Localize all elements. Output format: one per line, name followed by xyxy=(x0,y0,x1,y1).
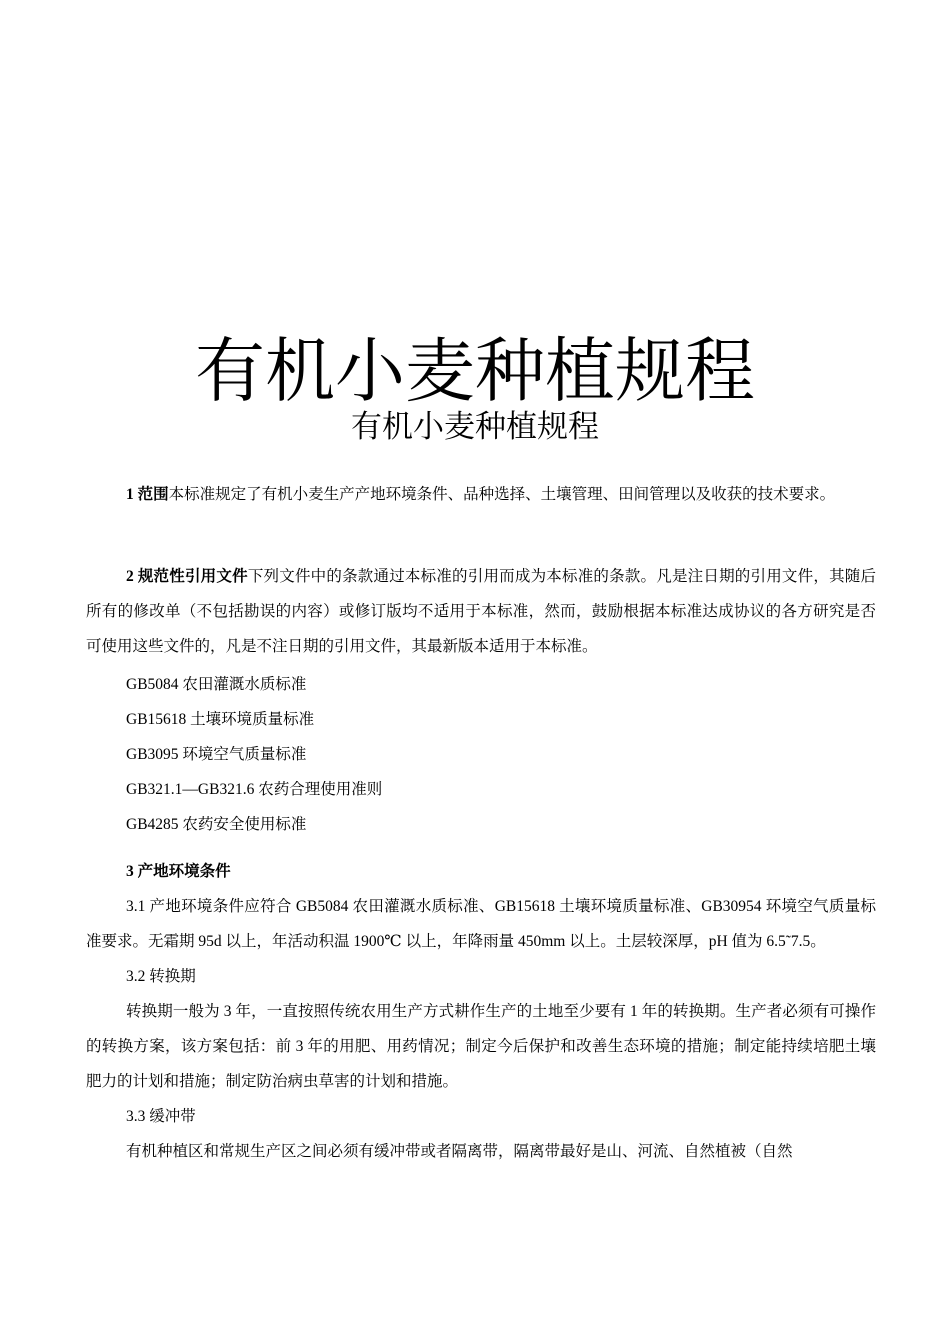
section-3-heading: 3 产地环境条件 xyxy=(126,863,231,880)
reference-item: GB4285 农药安全使用标准 xyxy=(126,816,307,833)
section-1-paragraph xyxy=(86,477,876,512)
section-2 xyxy=(86,559,876,664)
section-2-text: 下列文件中的条款通过本标准的引用而成为本标准的条款。凡是注日期的引用文件，其随后所有的修改单（不包括勘误的内容）或修订版均不适用于本标准，然而，鼓励根据本标准达成协议的各方研究是否可使用这些文件的，凡是不注日期的引用文件，其最新版本适用于本标准。 xyxy=(86,568,876,655)
section-2-heading: 2 规范性引用文件 xyxy=(126,568,248,585)
section-3-3-paragraph: 有机种植区和常规生产区之间必须有缓冲带或者隔离带，隔离带最好是山、河流、自然植被（自然 xyxy=(126,1143,793,1160)
section-1 xyxy=(86,477,876,512)
reference-item: GB3095 环境空气质量标准 xyxy=(126,746,307,763)
section-3-2-heading: 3.2 转换期 xyxy=(126,968,196,985)
reference-item: GB321.1—GB321.6 农药合理使用准则 xyxy=(126,781,383,798)
section-1-heading: 1 范围 xyxy=(126,486,169,503)
reference-item: GB5084 农田灌溉水质标准 xyxy=(126,676,307,693)
section-3-3-heading: 3.3 缓冲带 xyxy=(126,1108,196,1125)
section-1-text: 本标准规定了有机小麦生产产地环境条件、品种选择、土壤管理、田间管理以及收获的技术要求。 xyxy=(168,486,836,503)
section-2-paragraph xyxy=(86,559,876,664)
reference-item: GB15618 土壤环境质量标准 xyxy=(126,711,315,728)
section-3 xyxy=(86,854,876,1169)
document-subtitle: 有机小麦种植规程 xyxy=(351,409,599,445)
reference-list xyxy=(86,667,876,842)
section-3-2-paragraph: 转换期一般为 3 年，一直按照传统农用生产方式耕作生产的土地至少要有 1 年的转换期。生产者必须有可操作的转换方案，该方案包括：前 3 年的用肥、用药情况；制定今后保护和改善生态环境的措施；制定能持续培肥土壤肥力的计划和措施；制定防治病虫草害的计划和措施。 xyxy=(86,1003,876,1090)
section-3-1-paragraph: 3.1 产地环境条件应符合 GB5084 农田灌溉水质标准、GB15618 土壤环境质量标准、GB30954 环境空气质量标准要求。无霜期 95d 以上，年活动积温 1900℃ 以上，年降雨量 450mm 以上。土层较深厚，pH 值为 6.5˜7.5。 xyxy=(86,898,876,950)
document-title: 有机小麦种植规程 xyxy=(195,330,755,412)
